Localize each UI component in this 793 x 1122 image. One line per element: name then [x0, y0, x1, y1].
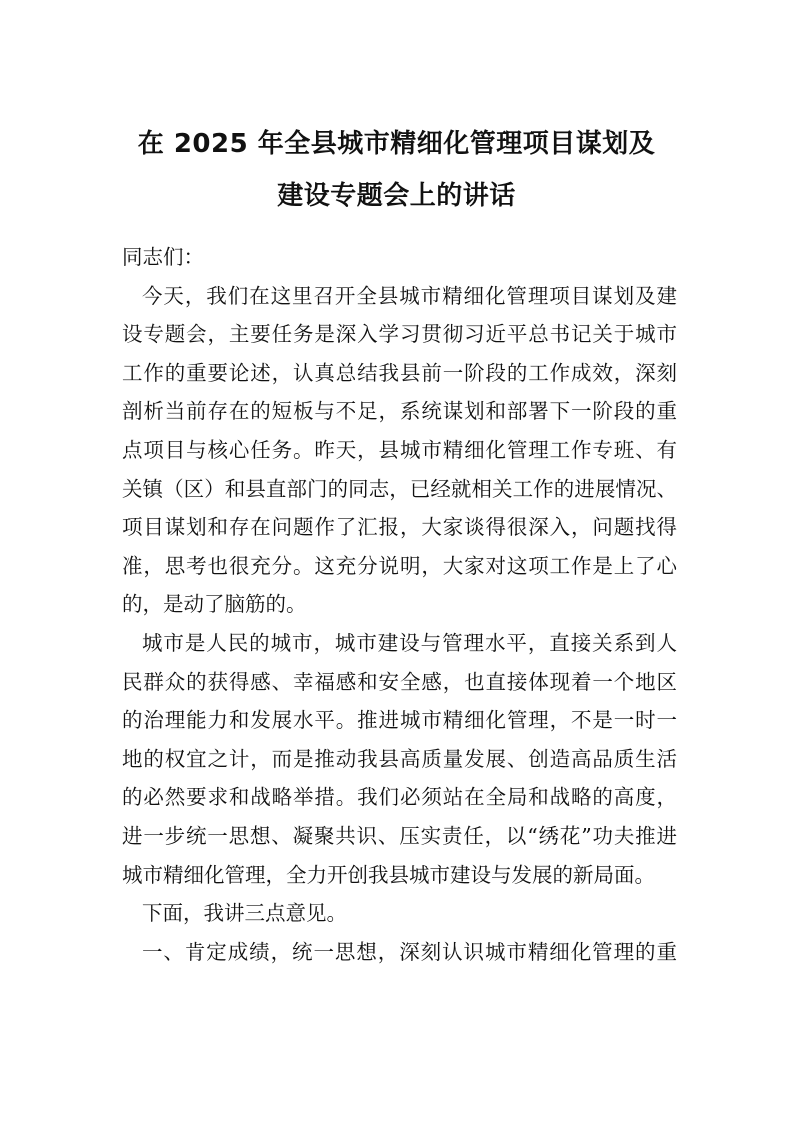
paragraph-1-line: 点项目与核心任务。昨天，县城市精细化管理工作专班、有: [122, 437, 677, 462]
paragraph-3-line: 下面，我讲三点意见。: [142, 901, 347, 926]
paragraph-2-line: 进一步统一思想、凝聚共识、压实责任，以“绣花”功夫推进: [122, 823, 677, 848]
paragraph-2-line: 城市是人民的城市，城市建设与管理水平，直接关系到人: [142, 630, 677, 655]
paragraph-1-line: 设专题会，主要任务是深入学习贯彻习近平总书记关于城市: [122, 322, 677, 347]
paragraph-1-line: 今天，我们在这里召开全县城市精细化管理项目谋划及建: [142, 283, 677, 308]
title-line: 在 2025 年全县城市精细化管理项目谋划及: [137, 129, 656, 159]
paragraph-1-line: 关镇（区）和县直部门的同志，已经就相关工作的进展情况、: [122, 476, 677, 501]
document-body: [122, 238, 677, 971]
paragraph-1-line: 的，是动了脑筋的。: [122, 592, 307, 617]
salutation: 同志们：: [122, 245, 204, 269]
paragraph-1-line: 剖析当前存在的短板与不足，系统谋划和部署下一阶段的重: [122, 399, 677, 424]
document-title: [90, 118, 703, 222]
section-heading-line: 一、肯定成绩，统一思想，深刻认识城市精细化管理的重: [142, 939, 677, 964]
paragraph-1-line: 工作的重要论述，认真总结我县前一阶段的工作成效，深刻: [122, 360, 677, 385]
paragraph-1-line: 准，思考也很充分。这充分说明，大家对这项工作是上了心: [122, 553, 677, 578]
title-line: 建设专题会上的讲话: [277, 181, 516, 211]
paragraph-2-line: 民群众的获得感、幸福感和安全感，也直接体现着一个地区: [122, 669, 677, 694]
paragraph-2-line: 的必然要求和战略举措。我们必须站在全局和战略的高度，: [122, 785, 677, 810]
paragraph-2-line: 的治理能力和发展水平。推进城市精细化管理，不是一时一: [122, 708, 677, 733]
paragraph-1-line: 项目谋划和存在问题作了汇报，大家谈得很深入，问题找得: [122, 515, 677, 540]
paragraph-2-line: 城市精细化管理，全力开创我县城市建设与发展的新局面。: [122, 862, 655, 887]
paragraph-2-line: 地的权宜之计，而是推动我县高质量发展、创造高品质生活: [122, 746, 677, 771]
